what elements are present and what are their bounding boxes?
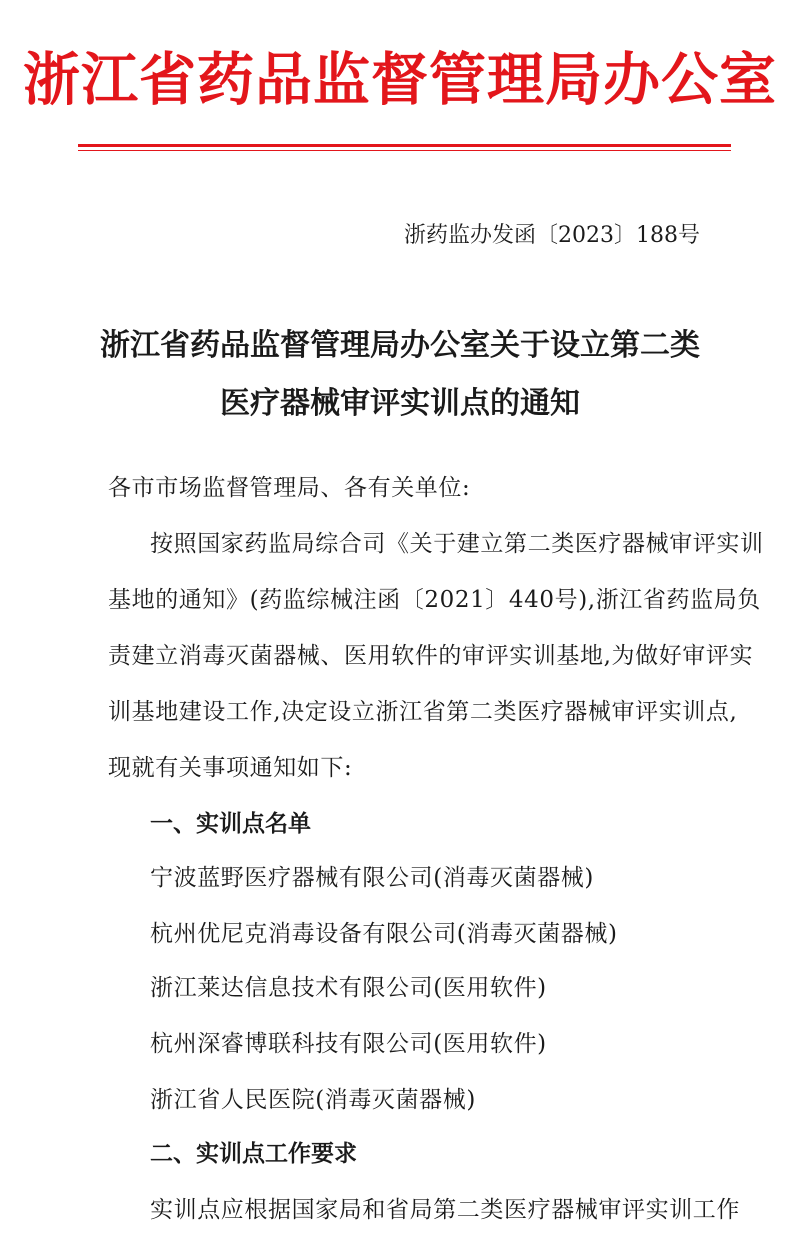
training-site-item: 浙江省人民医院(消毒灭菌器械) [150,1087,476,1113]
section-2-heading: 二、实训点工作要求 [150,1141,357,1167]
notice-title-line-2: 医疗器械审评实训点的通知 [220,386,580,421]
intro-line: 按照国家药监局综合司《关于建立第二类医疗器械审评实训 [150,531,764,557]
notice-title-line-1: 浙江省药品监督管理局办公室关于设立第二类 [100,328,700,363]
section-1-heading: 一、实训点名单 [150,811,311,837]
intro-line: 责建立消毒灭菌器械、医用软件的审评实训基地,为做好审评实 [108,643,754,669]
red-divider-thin [78,150,731,151]
document-number: 浙药监办发函〔2023〕188号 [404,223,700,248]
section-2-first-line: 实训点应根据国家局和省局第二类医疗器械审评实训工作 [150,1197,740,1223]
intro-line: 现就有关事项通知如下: [108,755,353,781]
intro-line: 基地的通知》(药监综械注函〔2021〕440号),浙江省药监局负 [108,587,761,613]
intro-line: 训基地建设工作,决定设立浙江省第二类医疗器械审评实训点, [108,699,738,725]
red-divider-thick [78,144,731,147]
training-site-item: 杭州优尼克消毒设备有限公司(消毒灭菌器械) [150,921,618,947]
training-site-item: 宁波蓝野医疗器械有限公司(消毒灭菌器械) [150,865,594,891]
training-site-item: 杭州深睿博联科技有限公司(医用软件) [150,1031,547,1057]
salutation: 各市市场监督管理局、各有关单位: [108,475,471,501]
issuer-masthead: 浙江省药品监督管理局办公室 [23,47,777,113]
training-site-item: 浙江莱达信息技术有限公司(医用软件) [150,975,547,1001]
